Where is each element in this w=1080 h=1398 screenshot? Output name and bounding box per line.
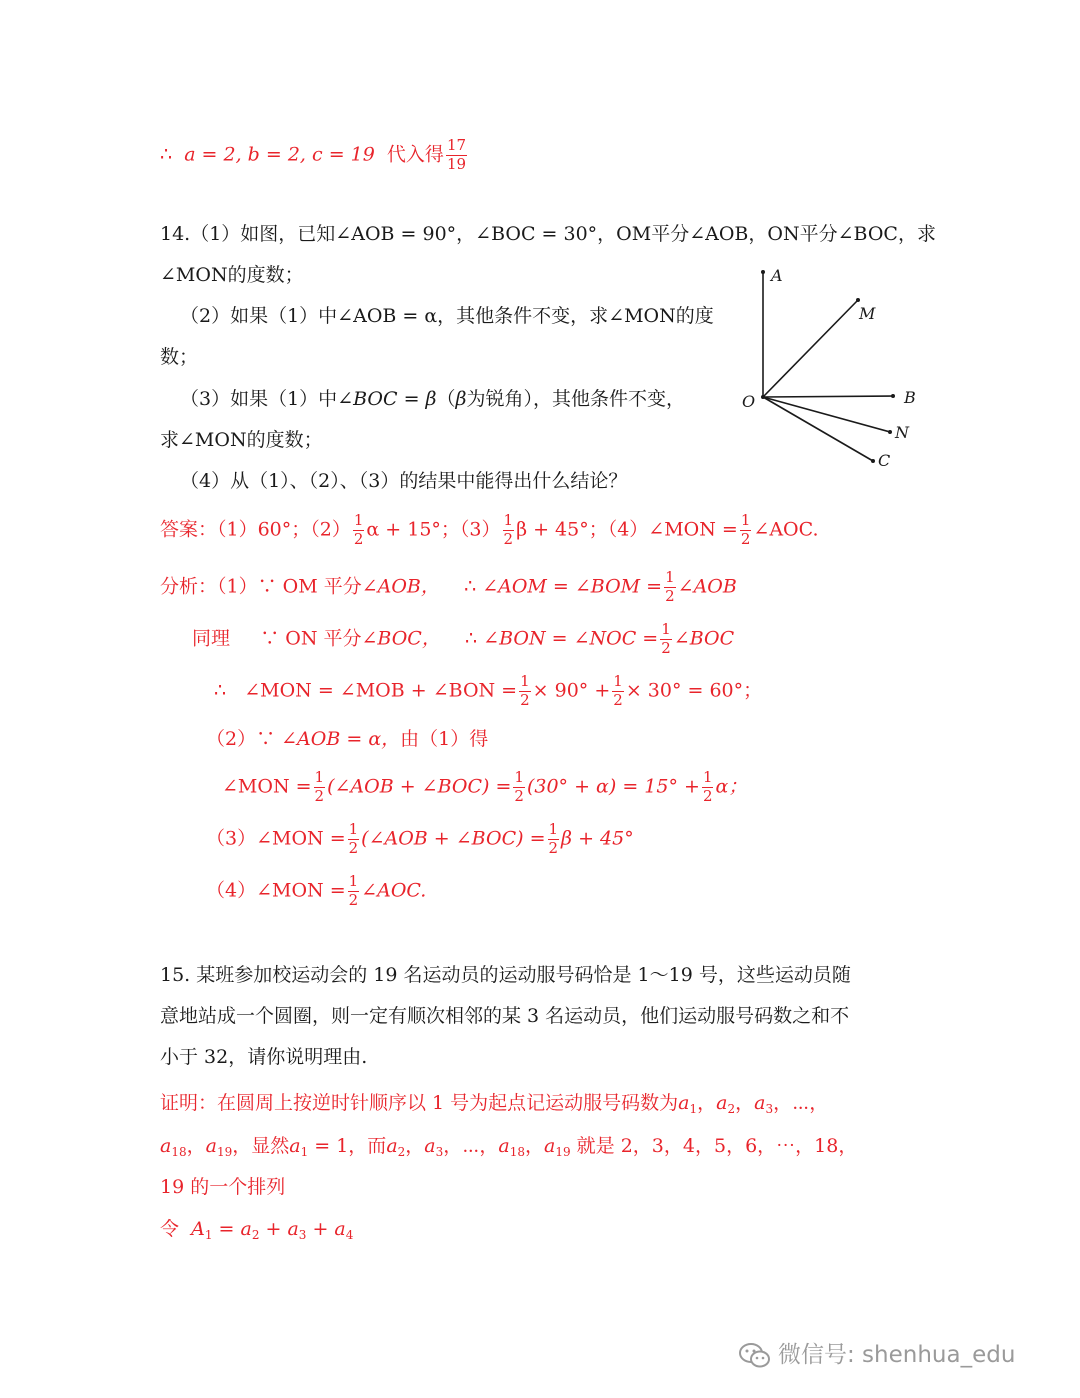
q14-line-4: 数； bbox=[160, 346, 199, 368]
q15-line-3: 小于 32，请你说明理由. bbox=[160, 1046, 368, 1068]
label-O: O bbox=[742, 392, 756, 411]
ray-OC bbox=[763, 397, 873, 461]
q13-values: a = 2, b = 2, c = 19 bbox=[184, 143, 375, 166]
analysis-line-3: ∴ ∠MON = ∠MOB + ∠BON = $\frac{1}{2}$ × 90° + $\frac{1}{2}$ × 30° = 60°； bbox=[214, 672, 763, 709]
q13-result-line bbox=[160, 138, 469, 173]
wechat-icon bbox=[738, 1342, 772, 1370]
label-N: N bbox=[895, 423, 909, 442]
q14-line-1: 14.（1）如图，已知∠AOB = 90°，∠BOC = 30°，OM平分∠AOB，ON平分∠BOC，求 bbox=[160, 223, 936, 245]
label-M: M bbox=[859, 304, 876, 323]
q14-line-5: （3）如果（1）中∠BOC = β（β为锐角），其他条件不变， bbox=[180, 388, 686, 410]
watermark-text: 微信号: shenhua_edu bbox=[778, 1342, 1016, 1368]
analysis-line-6: （3）∠MON = $\frac{1}{2}$ (∠AOB + ∠BOC) = $\frac{1}{2}$ β + 45° bbox=[206, 820, 634, 857]
q14-line-2: ∠MON的度数； bbox=[160, 264, 304, 286]
q14-answer-line: 答案：（1）60°；（2） $\frac{1}{2}$ α + 15°；（3） $\frac{1}{2}$ β + 45°；（4）∠MON = $\frac{1}{2}$ ∠AOC. bbox=[160, 511, 819, 548]
ray-OB bbox=[763, 396, 893, 397]
ray-OM bbox=[763, 300, 858, 397]
proof-line-1: 证明：在圆周上按逆时针顺序以 1 号为起点记运动服号码数为$a_1$，$a_2$，$a_3$，⋯， bbox=[160, 1092, 829, 1116]
q14-line-7: （4）从（1）、（2）、（3）的结果中能得出什么结论？ bbox=[180, 470, 628, 492]
angle-figure bbox=[738, 262, 928, 472]
q14-line-6: 求∠MON的度数； bbox=[160, 429, 323, 451]
analysis-line-7: （4）∠MON = $\frac{1}{2}$ ∠AOC. bbox=[206, 872, 427, 909]
label-B: B bbox=[904, 388, 916, 407]
analysis-line-2: 同理 ∵ ON 平分∠BOC， ∴ ∠BON = ∠NOC = $\frac{1}{2}$ ∠BOC bbox=[192, 620, 735, 657]
label-C: C bbox=[878, 451, 891, 470]
label-A: A bbox=[771, 266, 783, 285]
q15-line-1: 15. 某班参加校运动会的 19 名运动员的运动服号码恰是 1～19 号，这些运动员随 bbox=[160, 964, 851, 986]
proof-line-3: 19 的一个排列 bbox=[160, 1176, 286, 1198]
q13-sub-in-text: 代入得 bbox=[386, 143, 444, 166]
analysis-line-1: 分析：（1）∵ OM 平分∠AOB， ∴ ∠AOM = ∠BOM = $\frac{1}{2}$ ∠AOB bbox=[160, 568, 737, 605]
proof-line-2: $a_{18}$，$a_{19}$，显然$a_1 = 1$，而$a_2$，$a_3$，⋯，$a_{18}$，$a_{19}$ 就是 2，3，4，5，6，⋯，18， bbox=[160, 1135, 858, 1159]
therefore-symbol: ∴ bbox=[160, 143, 173, 166]
watermark bbox=[738, 1336, 1015, 1370]
ray-ON bbox=[763, 397, 890, 432]
q14-line-3: （2）如果（1）中∠AOB = α，其他条件不变，求∠MON的度 bbox=[180, 305, 714, 327]
analysis-line-4: （2）∵ ∠AOB = α，由（1）得 bbox=[206, 728, 489, 750]
q15-line-2: 意地站成一个圆圈，则一定有顺次相邻的某 3 名运动员，他们运动服号码数之和不 bbox=[160, 1005, 850, 1027]
analysis-line-5: ∠MON = $\frac{1}{2}$ (∠AOB + ∠BOC) = $\frac{1}{2}$ (30° + α) = 15° + $\frac{1}{2}$ α； bbox=[222, 768, 748, 805]
proof-line-4: 令 $A_1 = a_2 + a_3 + a_4$ bbox=[160, 1218, 354, 1242]
q13-fraction: $\frac{17}{19}$ bbox=[446, 136, 467, 173]
